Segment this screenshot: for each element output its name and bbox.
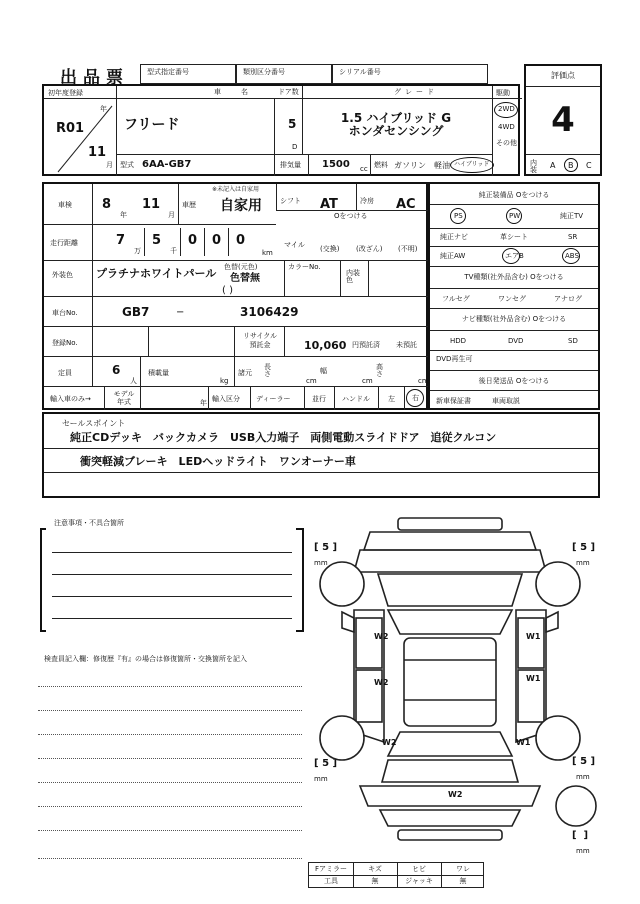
tire-rear-left[interactable]: [ 5 ] (314, 758, 338, 769)
notes-label: 注意事項・不具合箇所 (54, 519, 124, 527)
shift[interactable]: AT (320, 197, 338, 212)
damage-mark[interactable]: W1 (516, 738, 531, 747)
accessories-table: Fアミラー キズ ヒビ ワレ 工具 無 ジャッキ 無 (308, 862, 484, 888)
exterior-color[interactable]: プラチナホワイトパール (96, 267, 217, 280)
recycle-amount[interactable]: 10,060 (304, 339, 347, 352)
notes-area[interactable] (40, 528, 304, 632)
equipment-block: 純正装備品 Oをつける PS PW 純正TV 純正ナビ 革シート SR 純正AW エアB ABS TV種類(社外品含む) Oをつける フルセグ ワンセグ アナログ ナビ種類(社外品含む) Oをつける HDD DVD SD DVD再生可 後日発送品 Oをつける 新車保証書 車両取説 (428, 182, 600, 410)
grade[interactable]: 1.5 ハイブリッド G ホンダセンシング (340, 111, 452, 138)
tire-front-left[interactable]: [ 5 ] (314, 542, 338, 553)
score-box: 評価点 4 内装 A B C (524, 64, 602, 176)
inspector-label: 検査員記入欄：修復歴『有』の場合は修復箇所・交換箇所を記入 (44, 655, 247, 663)
damage-mark[interactable]: W1 (526, 674, 541, 683)
damage-mark[interactable]: W2 (374, 632, 389, 641)
damage-mark[interactable]: W2 (382, 738, 397, 747)
capacity[interactable]: 6 (112, 363, 121, 377)
chassis-number[interactable]: 3106429 (240, 305, 299, 319)
details-block: 車検 8 年 11 月 車歴 ※未記入は自家用 自家用 シフト AT 冷房 AC 走行距離 7 万 5 千 0 0 0 km Oをつける マイル (交換) (改ざん) (不明) 外装色 プラチナホワイトパール 色替(元色) 色替無 ( ) カラーNo. 内装色 車台No. GB7 − 3106429 登録No. リサイクル預託金 10,060 円預託済 未預託 定員 6 人 積載量 kg 諸元 長さ cm 幅 cm 高さ cm 輸入車のみ→ モデル年式 年 輸入区分 ディーラー 並行 ハンドル 左 右 (42, 182, 428, 410)
designation-field[interactable]: 型式指定番号 (140, 64, 236, 84)
mileage[interactable]: 7 万 5 千 0 0 0 km (100, 228, 276, 256)
sales-point-line-1[interactable]: 純正CDデッキ バックカメラ USB入力端子 両側電動スライドドア 追従クルコン (70, 431, 497, 444)
displacement[interactable]: 1500 (322, 159, 350, 170)
score-value: 4 (551, 100, 575, 140)
color-change[interactable]: 色替無 (230, 273, 260, 284)
inspection-year[interactable]: 8 (102, 197, 112, 212)
serial-field[interactable]: シリアル番号 (332, 64, 488, 84)
damage-mark[interactable]: W1 (526, 632, 541, 641)
chassis-prefix[interactable]: GB7 (122, 305, 150, 319)
vehicle-info-block: 初年度登録 R01 年 11 月 車名 フリード ドア数 5 D グレード 1.5 ハイブリッド G ホンダセンシング 駆動 2WD 4WD その他 型式 6AA-GB7 排気量 1500 cc 燃料 ガソリン 軽油 ハイブリッド (42, 84, 520, 176)
registration-month[interactable]: 11 (88, 145, 107, 160)
damage-mark[interactable]: W2 (374, 678, 389, 687)
car-diagram (300, 510, 600, 870)
page-title: 出品票 (60, 68, 129, 88)
tire-spare[interactable]: [ ] (572, 830, 589, 841)
air-conditioning[interactable]: AC (396, 197, 416, 212)
door-count[interactable]: 5 (288, 117, 297, 131)
tire-rear-right[interactable]: [ 5 ] (572, 756, 596, 767)
sales-point-line-2[interactable]: 衝突軽減ブレーキ LEDヘッドライト ワンオーナー車 (80, 455, 356, 468)
registration-era[interactable]: R01 (56, 121, 85, 136)
inspection-month[interactable]: 11 (142, 197, 161, 212)
damage-mark[interactable]: W2 (448, 790, 463, 799)
sales-points-block: セールスポイント 純正CDデッキ バックカメラ USB入力端子 両側電動スライドドア 追従クルコン 衝突軽減ブレーキ LEDヘッドライト ワンオーナー車 (42, 412, 600, 498)
usage[interactable]: 自家用 (220, 198, 262, 214)
score-label: 評価点 (551, 71, 575, 80)
vehicle-name[interactable]: フリード (124, 117, 180, 133)
tire-front-right[interactable]: [ 5 ] (572, 542, 596, 553)
model-code[interactable]: 6AA-GB7 (142, 159, 192, 170)
inspector-area[interactable] (38, 662, 304, 862)
category-field[interactable]: 類別区分番号 (236, 64, 332, 84)
